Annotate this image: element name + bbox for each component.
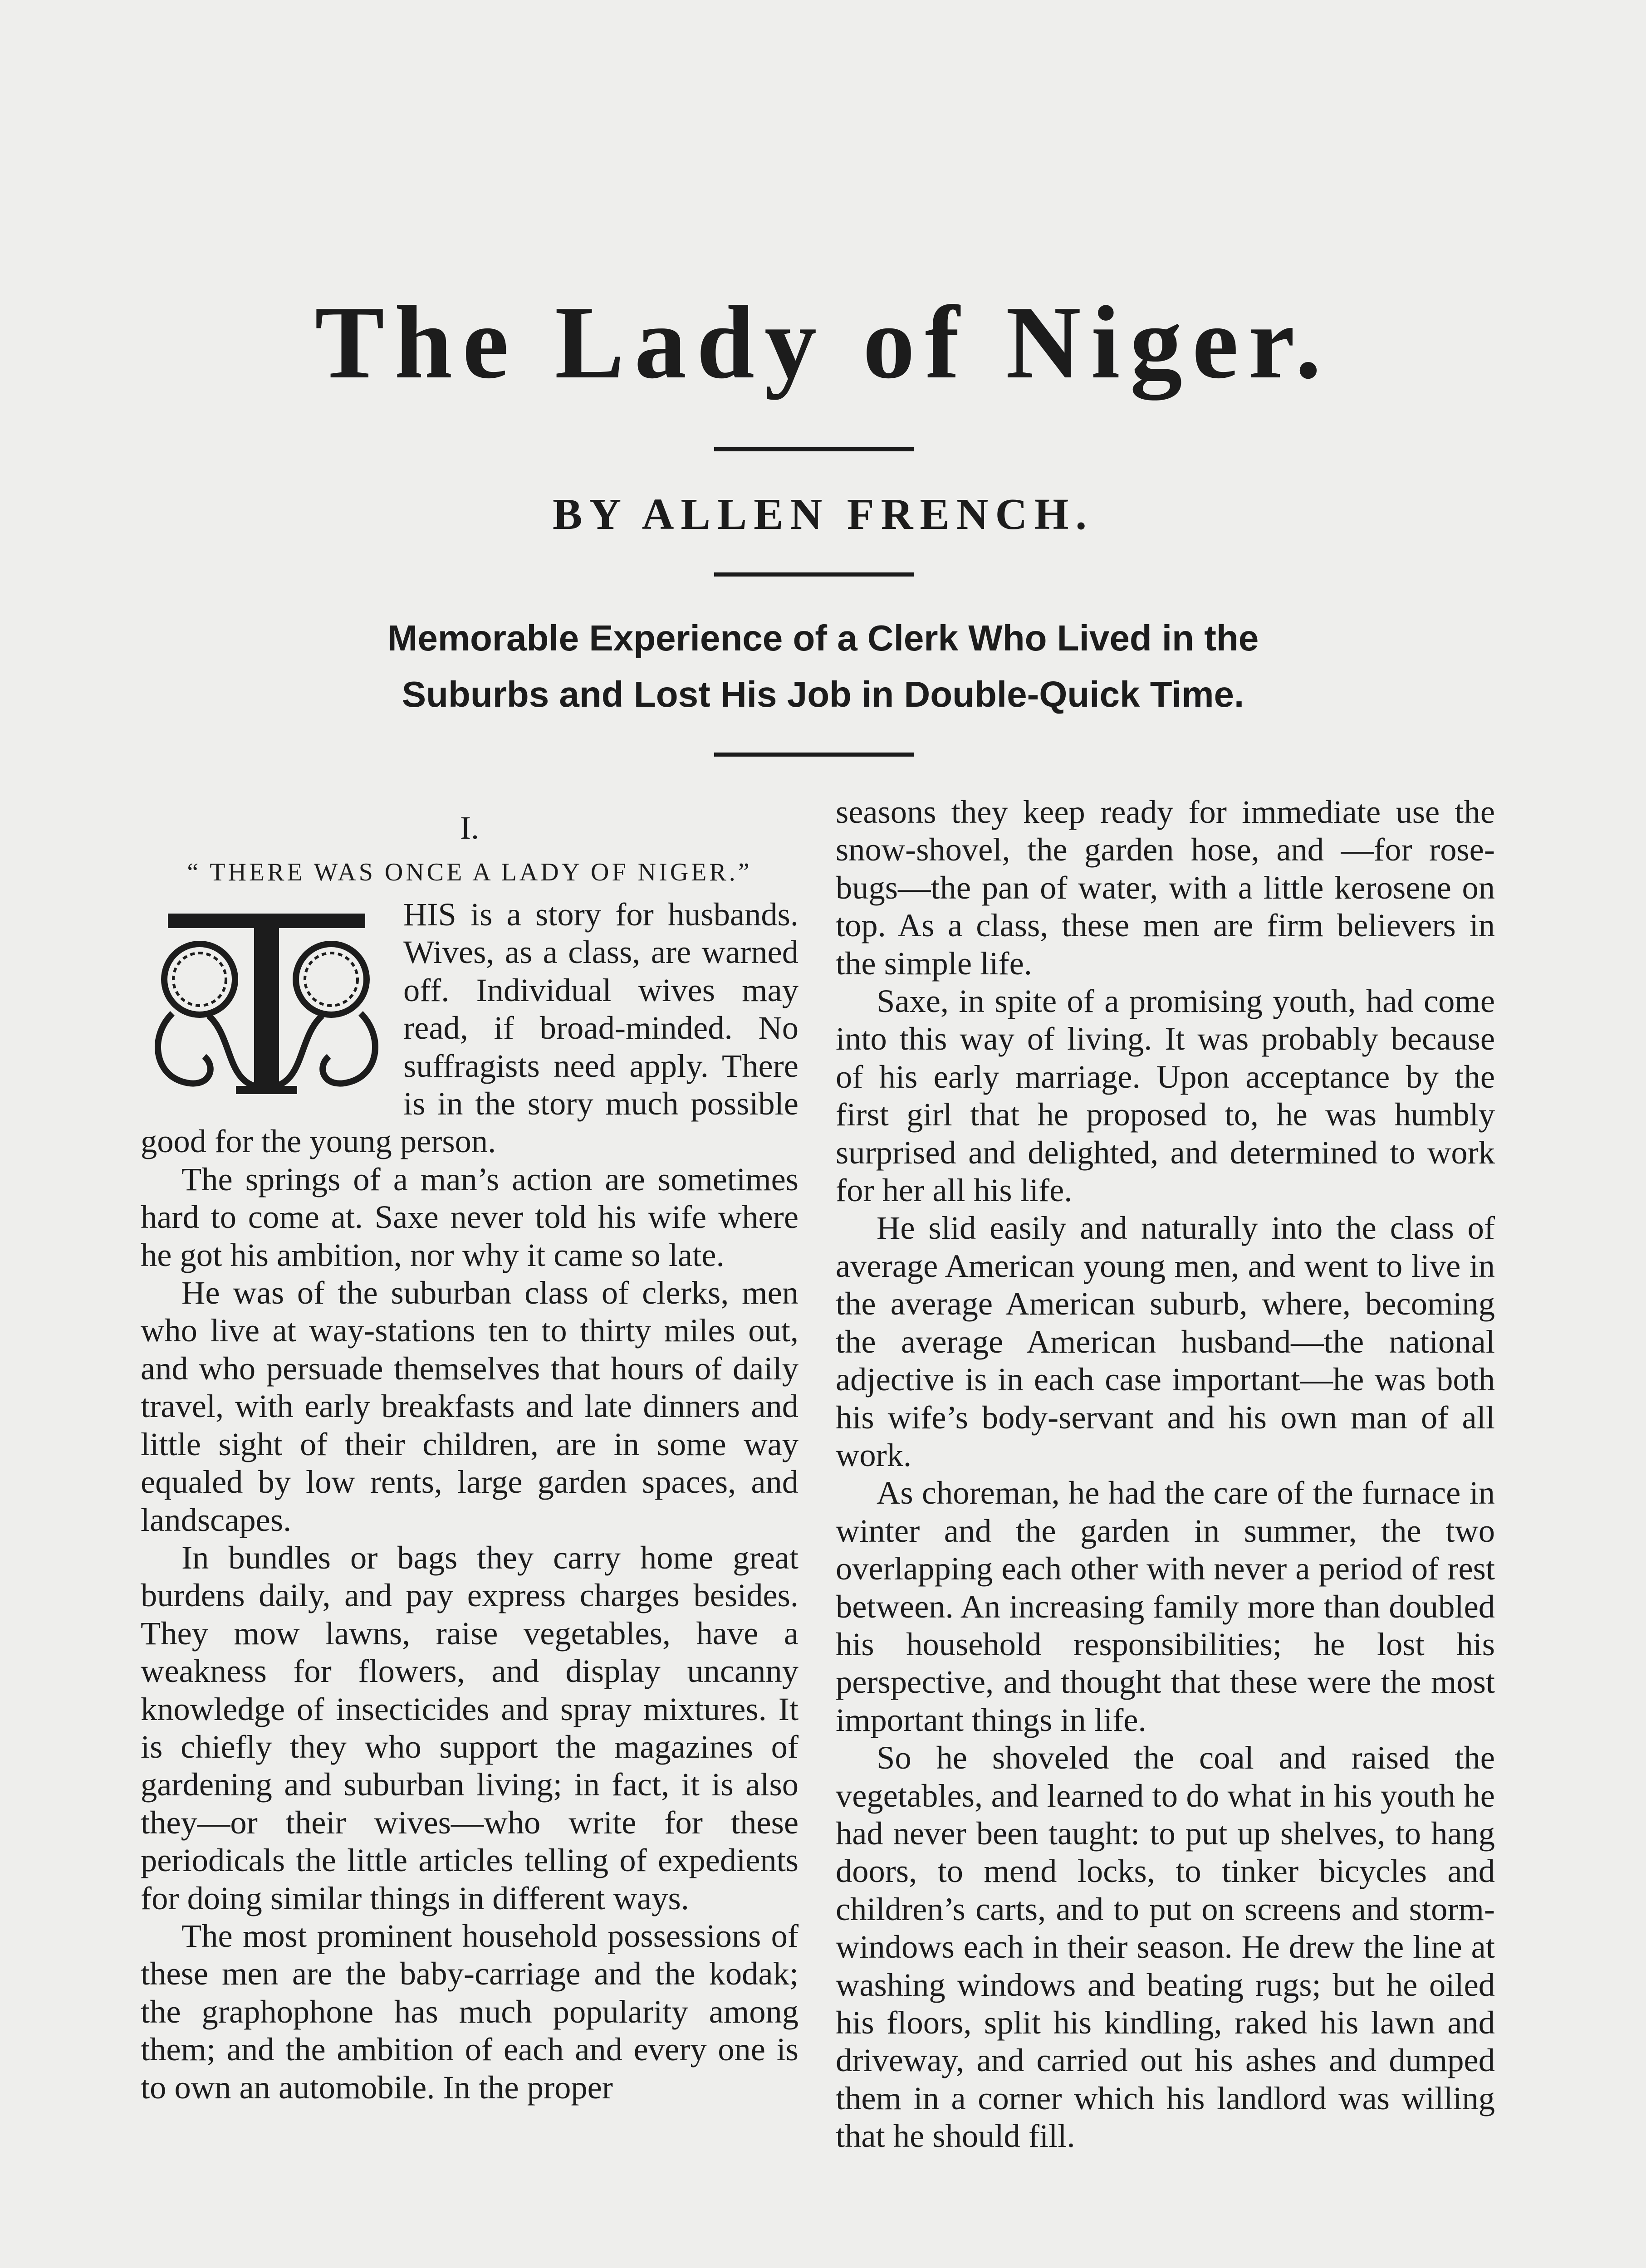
ornamental-dropcap-icon [141, 900, 392, 1095]
article-subtitle [254, 610, 1392, 723]
paragraph: The most prominent household possessions of these men are the baby-carriage and the kodak; the graphophone has much popularity among them; and the ambition of each and every one is to own an automobile. In the proper [141, 1917, 799, 2106]
subtitle-line: Suburbs and Lost His Job in Double-Quick Time. [402, 674, 1244, 714]
section-number: I. [460, 810, 479, 846]
epigraph: “ THERE WAS ONCE A LADY OF NIGER.” [187, 858, 752, 886]
paragraph: As choreman, he had the care of the furnace in winter and the garden in summer, the two overlapping each other with never a period of rest between. An increasing family more than doubled his household responsibilities; he lost his perspective, and thought that these were the most important things in life. [836, 1474, 1495, 1738]
paragraph: seasons they keep ready for immediate use the snow-shovel, the garden hose, and —for rose-bugs—the pan of water, with a little kerosene on top. As a class, these men are firm believers in the simple life. [836, 793, 1495, 982]
paragraph: In bundles or bags they carry home great burdens daily, and pay express charges besides. They mow lawns, raise vegetables, have a weakness for flowers, and display uncanny knowledge of insecticides and spray mixtures. It is chiefly they who support the magazines of gardening and suburban living; in fact, it is also they—or their wives—who write for these periodicals the little articles telling of expedients for doing similar things in different ways. [141, 1539, 799, 1916]
paragraph: The springs of a man’s action are sometimes hard to come at. Saxe never told his wife where he got his ambition, nor why it came so late. [141, 1160, 799, 1273]
article-title: The Lady of Niger. [314, 284, 1332, 400]
text-column-right [836, 793, 1495, 2155]
paragraph: He slid easily and naturally into the class of average American young men, and went to live in the average American suburb, where, becoming the average American husband—the national adjective is in each case important—he was both his wife’s body-servant and his own man of all work. [836, 1209, 1495, 1473]
paragraph: Saxe, in spite of a promising youth, had come into this way of living. It was probably because of his early marriage. Upon acceptance by the first girl that he proposed to, he was humbly surprised and delighted, and determined to work for her all his life. [836, 982, 1495, 1209]
title-divider [714, 447, 914, 451]
paragraph: HIS is a story for husbands. Wives, as a class, are warned off. Individual wives may read, if broad-minded. No suffragists need apply. There is in the story much possible good for the young person. [141, 896, 799, 1160]
paragraph: He was of the suburban class of clerks, men who live at way-stations ten to thirty miles out, and who persuade themselves that hours of daily travel, with early breakfasts and late dinners and little sight of their children, are in some way equaled by low rents, large garden spaces, and landscapes. [141, 1274, 799, 1538]
text-column-left [141, 807, 799, 2106]
byline: BY ALLEN FRENCH. [552, 490, 1093, 539]
subtitle-divider [714, 753, 914, 757]
byline-divider [714, 572, 914, 577]
paragraph: So he shoveled the coal and raised the vegetables, and learned to do what in his youth he had never been taught: to put up shelves, to hang doors, to mend locks, to tinker bicycles and children’s carts, and to put on screens and storm-windows each in their season. He drew the line at washing windows and beating rugs; but he oiled his floors, split his kindling, raked his lawn and driveway, and carried out his ashes and dumped them in a corner which his landlord was willing that he should fill. [836, 1739, 1495, 2155]
subtitle-line: Memorable Experience of a Clerk Who Lived in the [387, 618, 1259, 658]
